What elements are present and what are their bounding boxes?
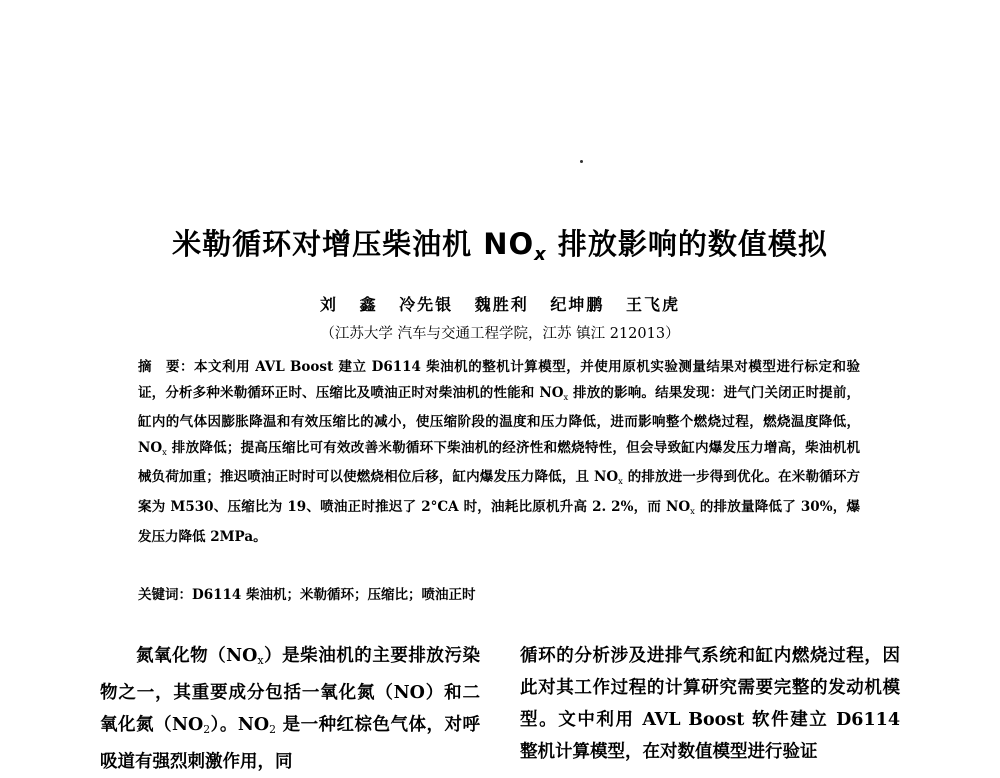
abstract: 摘 要：本文利用 AVL Boost 建立 D6114 柴油机的整机计算模型，并使用原机实验测量结果对模型进行标定和验证，分析多种米勒循环正时、压缩比及喷油正时对柴油机的性能和 $NO_x$ 排放的影响。结果发现：进气门关闭正时提前，缸内的气体因膨胀降温和有效压缩比的减小，使压缩阶段的温度和压力降低，进而影响整个燃烧过程，燃烧温度降低，$NO_x$ 排放降低；提高压缩比可有效改善米勒循环下柴油机的经济性和燃烧特性，但会导致缸内爆发压力增高，柴油机机械负荷加重；推迟喷油正时时可以使燃烧相位后移，缸内爆发压力降低，且 $NO_x$ 的排放进一步得到优化。在米勒循环方案为 M530、压缩比为 19、喷油正时推迟了 2°CA 时，油耗比原机升高 2. 2%，而 $NO_x$ 的排放量降低了 30%，爆发压力降低 2MPa。 (138, 359, 861, 545)
decorative-dot (580, 160, 583, 163)
author: 冷先银 (399, 295, 454, 314)
body-paragraph: 循环的分析涉及进排气系统和缸内燃烧过程，因此对其工作过程的计算研究需要完整的发动机模型。文中利用 AVL Boost 软件建立 D6114 整机计算模型，在对数值模型进行验证 (520, 646, 900, 762)
author: 魏胜利 (474, 295, 529, 314)
keywords-label: 关键词： (138, 587, 192, 603)
abstract-label: 摘 要： (138, 359, 195, 375)
keywords: 关键词：D6114 柴油机；米勒循环；压缩比；喷油正时 (138, 587, 476, 603)
body-column-right (520, 640, 900, 768)
author: 刘 鑫 (320, 295, 378, 314)
author-list (0, 292, 1000, 315)
author: 纪坤鹏 (550, 295, 605, 314)
author: 王飞虎 (625, 295, 680, 314)
body-column-left (100, 640, 480, 778)
affiliation: （江苏大学 汽车与交通工程学院，江苏 镇江 212013） (320, 326, 680, 342)
body-paragraph: 氮氧化物$(NO_x)$是柴油机的主要排放污染物之一，其重要成分包括一氧化氮（NO）和二氧化氮$(NO_2)$。$NO_2$ 是一种红棕色气体，对呼吸道有强烈刺激作用，同 (100, 646, 481, 772)
paper-title: 米勒循环对增压柴油机 $NO_x$ 排放影响的数值模拟 (172, 227, 828, 265)
